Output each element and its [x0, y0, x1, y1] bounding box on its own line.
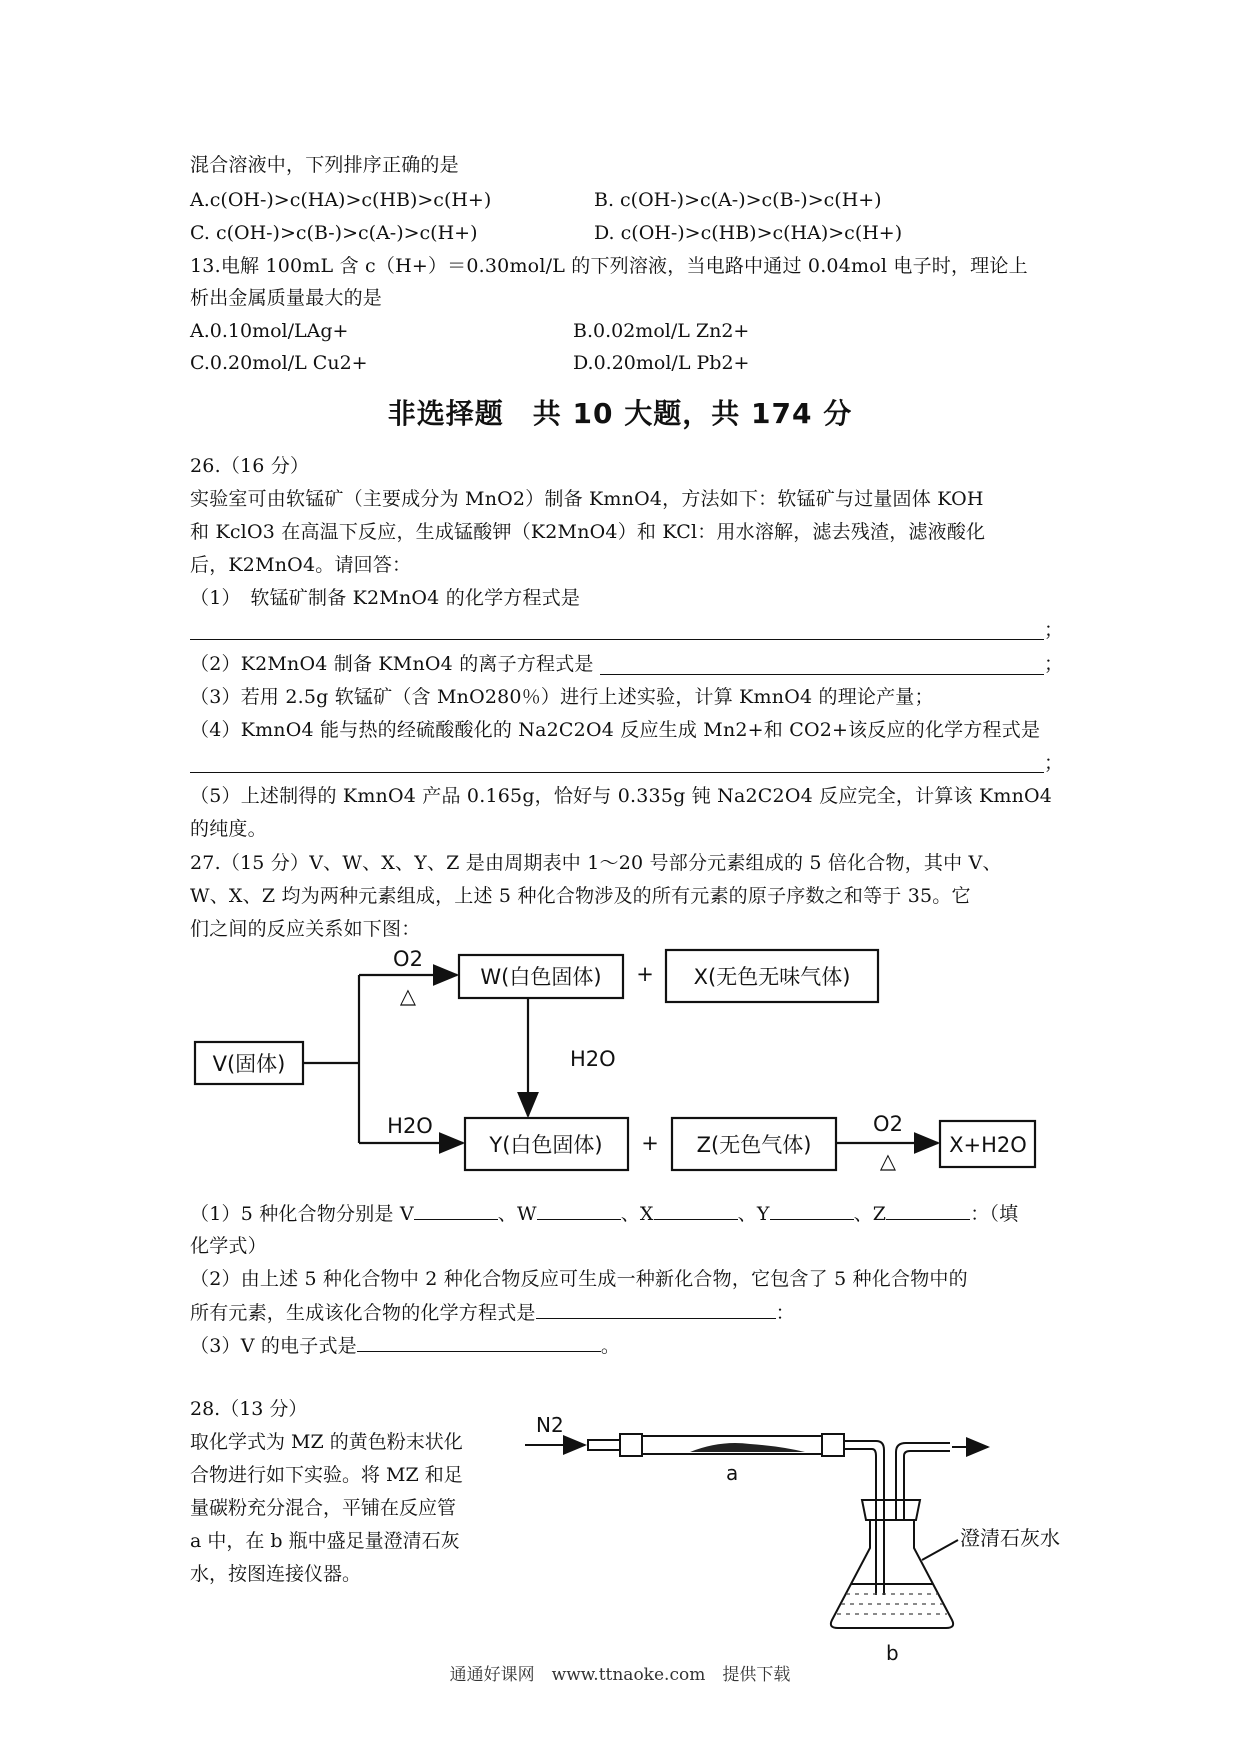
q26-sub-3: （3）若用 2.5g 软锰矿（含 MnO280％）进行上述实验，计算 KmnO4 的理论产量； [190, 686, 934, 708]
label-limewater: 澄清石灰水 [960, 1526, 1060, 1550]
o2-label-top: O2 [393, 947, 423, 971]
q27-sub-2b-text: 所有元素，生成该化合物的化学方程式是 [190, 1302, 536, 1324]
q26-sub-5b: 的纯度。 [190, 818, 267, 840]
q26-para-1: 实验室可由软锰矿（主要成分为 MnO2）制备 KmnO4，方法如下：软锰矿与过量固体 KOH [190, 488, 984, 510]
inlet-tube [588, 1440, 620, 1450]
flask-b [831, 1520, 953, 1628]
q13-option-d: D.0.20mol/L Pb2+ [573, 352, 750, 374]
label-v: V(固体) [212, 1052, 286, 1076]
q26-sub-4-semicolon: ； [1044, 752, 1064, 774]
q27-sub-1-y: 、Y [737, 1203, 770, 1225]
q12-option-c: C. c(OH-)>c(B-)>c(A-)>c(H+) [190, 222, 478, 244]
q12-option-b: B. c(OH-)>c(A-)>c(B-)>c(H+) [594, 189, 882, 211]
h2o-label-bottom: H2O [387, 1114, 433, 1138]
q13-option-b: B.0.02mol/L Zn2+ [573, 320, 750, 342]
label-x-h2o: X+H2O [949, 1133, 1027, 1157]
left-stopper [620, 1434, 642, 1456]
q12-option-d: D. c(OH-)>c(HB)>c(HA)>c(H+) [594, 222, 903, 244]
q28-line-2: 合物进行如下实验。将 MZ 和足 [190, 1464, 463, 1486]
delta-label-top: △ [399, 984, 417, 1008]
limewater-leader [922, 1540, 958, 1560]
q28-head: 28.（13 分） [190, 1398, 308, 1420]
q27-sub-2b-end: ： [775, 1302, 795, 1324]
label-n2: N2 [536, 1413, 564, 1437]
label-b: b [886, 1641, 899, 1665]
label-y: Y(白色固体) [489, 1133, 603, 1157]
q27-para-3: 们之间的反应关系如下图： [190, 918, 421, 940]
delivery-tube-inner [844, 1449, 876, 1595]
q26-para-3: 后，K2MnO4。请回答： [190, 554, 412, 576]
q28-line-4: a 中，在 b 瓶中盛足量澄清石灰 [190, 1530, 460, 1552]
q13-stem-2: 析出金属质量最大的是 [190, 287, 383, 309]
q27-para-2: W、X、Z 均为两种元素组成，上述 5 种化合物涉及的所有元素的原子序数之和等于 35。它 [190, 885, 971, 907]
q27-sub-1-w: 、W [497, 1203, 537, 1225]
q26-sub-4: （4）KmnO4 能与热的经硫酸酸化的 Na2C2O4 反应生成 Mn2+和 CO2+该反应的化学方程式是 [190, 719, 1041, 741]
q27-sub-3-end: 。 [600, 1335, 621, 1357]
q26-sub-1-semicolon: ； [1044, 619, 1064, 641]
label-x: X(无色无味气体) [693, 965, 851, 989]
o2-label-right: O2 [873, 1112, 903, 1136]
q27-sub-1-z: 、Z [853, 1203, 887, 1225]
q26-sub-1: （1） 软锰矿制备 K2MnO4 的化学方程式是 [190, 587, 581, 609]
q12-stem: 混合溶液中，下列排序正确的是 [190, 154, 459, 176]
q26-sub-2-semicolon: ； [1044, 653, 1064, 675]
q27-sub-2a: （2）由上述 5 种化合物中 2 种化合物反应可生成一种新化合物，它包含了 5 种化合物中的 [190, 1268, 968, 1290]
delivery-tube-outer [844, 1441, 884, 1595]
q27-para-1: 27.（15 分）V、W、X、Y、Z 是由周期表中 1～20 号部分元素组成的 5 倍化合物，其中 V、 [190, 852, 1002, 874]
q13-option-a: A.0.10mol/LAg+ [190, 320, 349, 342]
delta-label-right: △ [879, 1149, 897, 1173]
label-a: a [726, 1461, 739, 1485]
q13-stem-1: 13.电解 100mL 含 c（H+）＝0.30mol/L 的下列溶液，当电路中通过 0.04mol 电子时，理论上 [190, 255, 1028, 277]
q27-sub-1-prefix: （1）5 种化合物分别是 V [190, 1203, 414, 1225]
q26-para-2: 和 KclO3 在高温下反应，生成锰酸钾（K2MnO4）和 KCl：用水溶解，滤去残渣，滤液酸化 [190, 521, 986, 543]
plus-2: + [641, 1131, 659, 1155]
h2o-label-mid: H2O [570, 1047, 616, 1071]
q26-sub-5a: （5）上述制得的 KmnO4 产品 0.165g，恰好与 0.335g 钝 Na2C2O4 反应完全，计算该 KmnO4 [190, 785, 1053, 807]
q26-sub-2: （2）K2MnO4 制备 KMnO4 的离子方程式是 [190, 653, 594, 675]
q27-sub-3-text: （3）V 的电子式是 [190, 1335, 357, 1357]
right-stopper [822, 1434, 844, 1456]
footer-source: 通通好课网 www.ttnaoke.com 提供下载 [449, 1665, 791, 1685]
q26-head: 26.（16 分） [190, 455, 310, 477]
q27-sub-1-x: 、X [620, 1203, 654, 1225]
section-title: 非选择题 共 10 大题，共 174 分 [387, 397, 853, 430]
q12-option-a: A.c(OH-)>c(HA)>c(HB)>c(H+) [190, 189, 492, 211]
powder-mz [690, 1443, 805, 1452]
q28-line-1: 取化学式为 MZ 的黄色粉末状化 [190, 1431, 463, 1453]
plus-1: + [636, 962, 654, 986]
label-z: Z(无色气体) [696, 1133, 812, 1157]
q13-option-c: C.0.20mol/L Cu2+ [190, 352, 368, 374]
q28-line-5: 水，按图连接仪器。 [190, 1563, 362, 1585]
q27-sub-1-suffix: ：（填 [970, 1203, 1019, 1225]
outlet-tube-inner [904, 1451, 950, 1520]
q28-line-3: 量碳粉充分混合，平铺在反应管 [190, 1497, 457, 1519]
flask-stopper [862, 1500, 920, 1520]
q27-sub-1-line-2: 化学式） [190, 1235, 267, 1257]
label-w: W(白色固体) [480, 965, 602, 989]
